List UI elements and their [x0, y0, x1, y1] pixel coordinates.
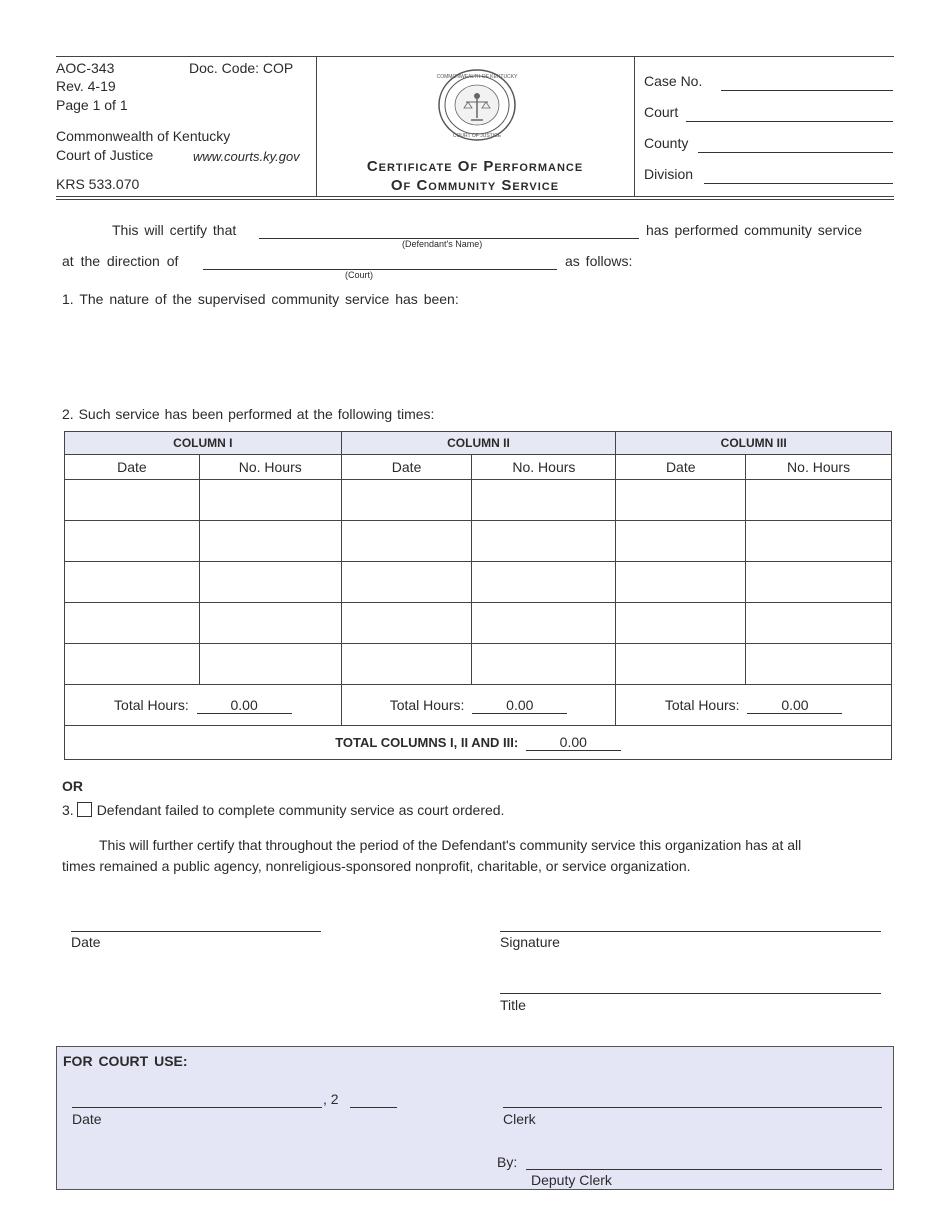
hours-cell[interactable]	[199, 644, 341, 685]
hours-cell[interactable]	[746, 480, 892, 521]
column-1-total	[65, 685, 342, 726]
court-of-justice: Court of Justice	[56, 147, 154, 163]
date-label: Date	[71, 934, 101, 950]
county-field[interactable]	[698, 152, 893, 153]
court-label: Court	[644, 104, 679, 120]
date-header: Date	[616, 455, 746, 480]
column-2-total	[341, 685, 616, 726]
revision: Rev. 4-19	[56, 78, 116, 94]
date-cell[interactable]	[341, 603, 472, 644]
signature-label: Signature	[500, 934, 560, 950]
statute: KRS 533.070	[56, 176, 140, 192]
defendant-caption: (Defendant's Name)	[402, 239, 483, 249]
date-cell[interactable]	[341, 480, 472, 521]
date-cell[interactable]	[65, 644, 200, 685]
date-cell[interactable]	[65, 521, 200, 562]
service-times-table	[64, 431, 892, 760]
date-cell[interactable]	[341, 521, 472, 562]
grand-total-label: TOTAL COLUMNS I, II AND III:	[335, 735, 519, 750]
seal-top-text: COMMONWEALTH OF KENTUCKY	[436, 74, 518, 80]
column-3-header: COLUMN III	[616, 432, 892, 455]
court-use-heading: FOR COURT USE:	[63, 1053, 188, 1069]
title-line[interactable]	[500, 993, 881, 994]
division-field[interactable]	[704, 183, 893, 184]
table-row	[65, 480, 892, 521]
column-2-total-value[interactable]: 0.00	[472, 697, 567, 714]
date-cell[interactable]	[65, 562, 200, 603]
division-label: Division	[644, 166, 694, 182]
court-date-line[interactable]	[72, 1107, 322, 1108]
date-header: Date	[65, 455, 200, 480]
county-label: County	[644, 135, 689, 151]
table-row	[65, 562, 892, 603]
hours-cell[interactable]	[472, 562, 616, 603]
hours-cell[interactable]	[746, 644, 892, 685]
header-divider-left	[316, 57, 317, 196]
doc-code: Doc. Code: COP	[189, 60, 294, 76]
item-1-nature: 1. The nature of the supervised community service has been:	[62, 291, 459, 307]
date-cell[interactable]	[341, 562, 472, 603]
website-link[interactable]: www.courts.ky.gov	[193, 149, 300, 164]
hours-header: No. Hours	[472, 455, 616, 480]
court-date-label: Date	[72, 1111, 102, 1127]
grand-total-row	[65, 726, 892, 760]
hours-header: No. Hours	[746, 455, 892, 480]
table-row	[65, 644, 892, 685]
deputy-clerk-line[interactable]	[526, 1169, 882, 1170]
direction-prefix: at the direction of	[62, 253, 179, 269]
hours-header: No. Hours	[199, 455, 341, 480]
hours-cell[interactable]	[746, 521, 892, 562]
deputy-clerk-label: Deputy Clerk	[531, 1172, 612, 1188]
date-cell[interactable]	[616, 644, 746, 685]
by-label: By:	[497, 1154, 518, 1170]
court-caption: (Court)	[345, 270, 374, 280]
hours-cell[interactable]	[746, 562, 892, 603]
clerk-line[interactable]	[503, 1107, 882, 1108]
total-hours-label: Total Hours:	[664, 696, 740, 713]
total-hours-label: Total Hours:	[389, 696, 465, 713]
hours-cell[interactable]	[746, 603, 892, 644]
date-cell[interactable]	[65, 480, 200, 521]
column-3-total	[616, 685, 892, 726]
directing-court-field[interactable]	[203, 269, 557, 270]
table-row	[65, 521, 892, 562]
date-cell[interactable]	[65, 603, 200, 644]
hours-cell[interactable]	[199, 521, 341, 562]
hours-cell[interactable]	[199, 562, 341, 603]
date-cell[interactable]	[616, 521, 746, 562]
item-2-times: 2. Such service has been performed at the following times:	[62, 406, 435, 422]
date-signature-line[interactable]	[71, 931, 321, 932]
court-year-text: , 2	[323, 1091, 339, 1107]
case-no-field[interactable]	[721, 90, 893, 91]
form-title-line1: Certificate Of Performance	[366, 158, 584, 175]
item-3	[62, 802, 504, 818]
page-number: Page 1 of 1	[56, 97, 128, 113]
certify-suffix: has performed community service	[646, 222, 863, 238]
court-seal-icon	[436, 68, 518, 142]
signature-line[interactable]	[500, 931, 881, 932]
hours-cell[interactable]	[472, 521, 616, 562]
court-field[interactable]	[686, 121, 893, 122]
court-year-field[interactable]	[350, 1107, 397, 1108]
further-certify-line1: This will further certify that throughout the period of the Defendant's community service this organization has at all	[99, 837, 802, 853]
item-3-number: 3.	[62, 802, 74, 818]
table-row	[65, 603, 892, 644]
certify-prefix: This will certify that	[112, 222, 237, 238]
direction-suffix: as follows:	[565, 253, 633, 269]
title-label: Title	[500, 997, 526, 1013]
hours-cell[interactable]	[472, 644, 616, 685]
form-title-line2: Of Community Service	[390, 177, 560, 194]
commonwealth: Commonwealth of Kentucky	[56, 128, 231, 144]
date-cell[interactable]	[616, 480, 746, 521]
further-certify-line2: times remained a public agency, nonreligious-sponsored nonprofit, charitable, or service organization.	[62, 858, 691, 874]
case-no-label: Case No.	[644, 73, 703, 89]
hours-cell[interactable]	[199, 603, 341, 644]
date-header: Date	[341, 455, 472, 480]
date-cell[interactable]	[341, 644, 472, 685]
total-hours-label: Total Hours:	[114, 696, 189, 713]
date-cell[interactable]	[616, 603, 746, 644]
form-number: AOC-343	[56, 60, 115, 76]
header-divider-right	[634, 57, 635, 196]
item-3-text: Defendant failed to complete community service as court ordered.	[96, 802, 505, 818]
header-double-rule	[56, 196, 894, 200]
date-cell[interactable]	[616, 562, 746, 603]
clerk-label: Clerk	[503, 1111, 536, 1127]
grand-total-value[interactable]: 0.00	[526, 734, 621, 751]
hours-cell[interactable]	[472, 480, 616, 521]
hours-cell[interactable]	[199, 480, 341, 521]
hours-cell[interactable]	[472, 603, 616, 644]
seal-bottom-text: COURT OF JUSTICE	[452, 133, 502, 139]
column-3-total-value[interactable]: 0.00	[747, 697, 842, 714]
column-1-header: COLUMN I	[65, 432, 342, 455]
column-2-header: COLUMN II	[341, 432, 616, 455]
failed-service-checkbox[interactable]	[77, 802, 92, 817]
or-label: OR	[62, 778, 83, 794]
column-1-total-value[interactable]: 0.00	[197, 697, 292, 714]
